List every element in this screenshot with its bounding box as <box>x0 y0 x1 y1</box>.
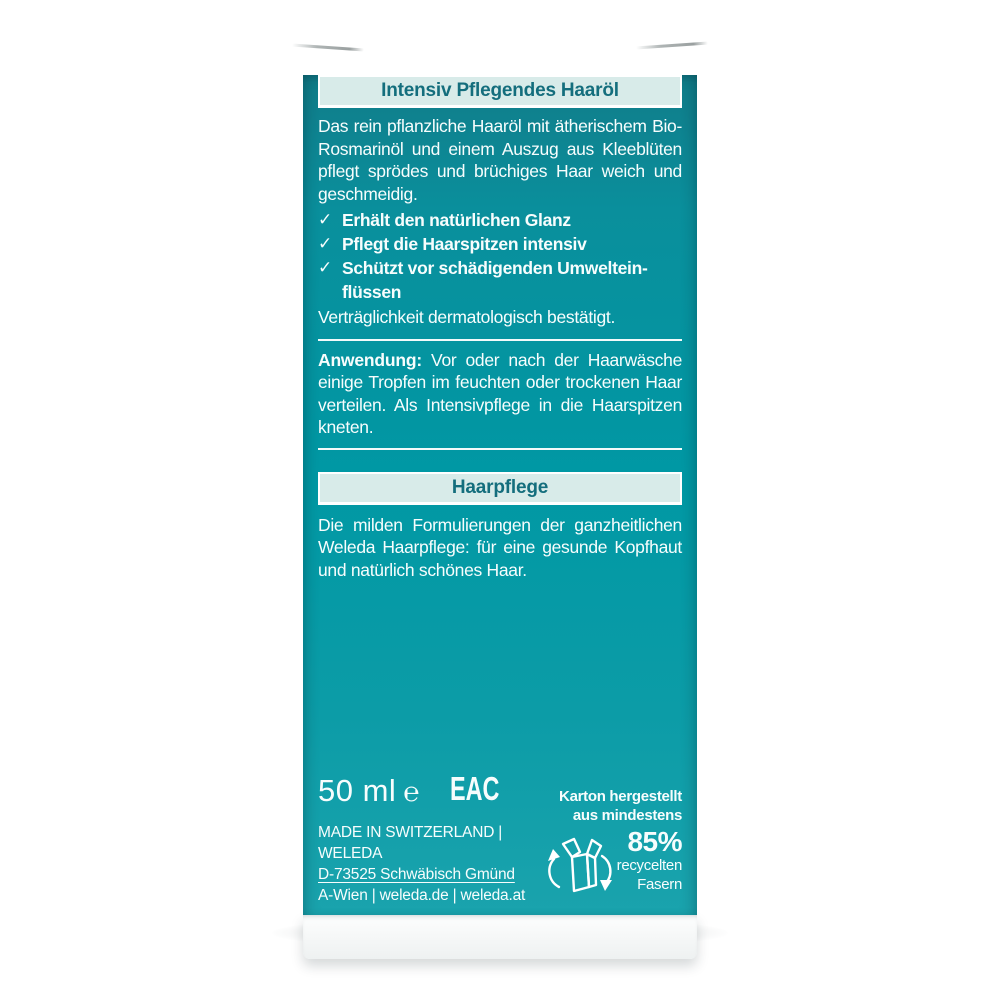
haarpflege-paragraph: Die milden Formulierungen der ganzheitlichen Weleda Haarpflege: für eine gesunde Kopfhaut und natürlich schönes Haar. <box>318 514 682 580</box>
address-austria-web: A-Wien | weleda.de | weleda.at <box>318 887 526 904</box>
recycling-row <box>545 827 682 897</box>
made-in-line: MADE IN SWITZERLAND | WELEDA <box>318 824 503 862</box>
benefit-list <box>318 208 682 304</box>
recycling-line: Karton hergestellt <box>559 788 682 805</box>
divider-line <box>318 339 682 341</box>
usage-label: Anwendung: <box>318 349 422 370</box>
footer-left <box>318 770 545 906</box>
estimated-sign-icon: ℮ <box>403 777 420 807</box>
usage-text: Vor oder nach der Haarwäsche einige Tropfen im feuchten oder trockenen Haar verteilen. Als Intensivpflege in die Haarspitzen kneten. <box>318 349 682 437</box>
eac-conformity-mark-icon: EAC <box>449 770 499 808</box>
section-header-haarpflege <box>318 472 682 505</box>
divider-line <box>318 448 682 450</box>
net-volume: 50 ml <box>318 773 397 808</box>
recycling-line: aus mindestens <box>572 806 682 824</box>
recycling-line: Fasern <box>637 876 682 893</box>
bottom-flap <box>303 915 697 959</box>
recycled-percent: 85% <box>627 826 682 857</box>
intro-paragraph: Das rein pflanzliche Haaröl mit ätherischem Bio-Rosmarinöl und einem Auszug aus Kleeblüten pflegt sprödes und brüchiges Haar weich und geschmeidig. <box>318 116 682 204</box>
benefit-item <box>318 256 682 304</box>
top-flap-edge-left <box>292 43 364 51</box>
benefit-text: Erhält den natürlichen Glanz <box>342 210 571 230</box>
benefit-item <box>318 208 682 232</box>
address-block <box>318 822 545 906</box>
address-germany: D-73525 Schwäbisch Gmünd <box>318 866 515 883</box>
top-flap-edge-right <box>636 41 708 49</box>
benefit-item <box>318 232 682 256</box>
recycling-claim <box>545 788 682 906</box>
dermatology-note: Verträglichkeit dermatologisch bestätigt. <box>318 307 616 327</box>
checkmark-icon: ✓ <box>318 234 332 253</box>
benefit-text: Pflegt die Haarspitzen intensiv <box>342 234 587 254</box>
usage-paragraph <box>318 349 682 439</box>
checkmark-icon: ✓ <box>318 210 332 229</box>
checkmark-icon: ✓ <box>318 258 332 277</box>
section-header-haaroel <box>318 75 682 108</box>
section-title: Intensiv Pflegendes Haaröl <box>381 80 619 101</box>
benefit-text: Schützt vor schädigenden Umwelteinflüssen <box>342 258 648 302</box>
recycling-line: recycelten <box>616 857 682 874</box>
footer <box>318 770 682 906</box>
recycling-percent-block <box>615 827 682 894</box>
recycled-carton-icon <box>545 829 615 897</box>
volume-row <box>318 770 545 813</box>
product-carton-back <box>303 53 697 959</box>
back-panel <box>303 75 697 915</box>
section-title: Haarpflege <box>451 476 549 498</box>
